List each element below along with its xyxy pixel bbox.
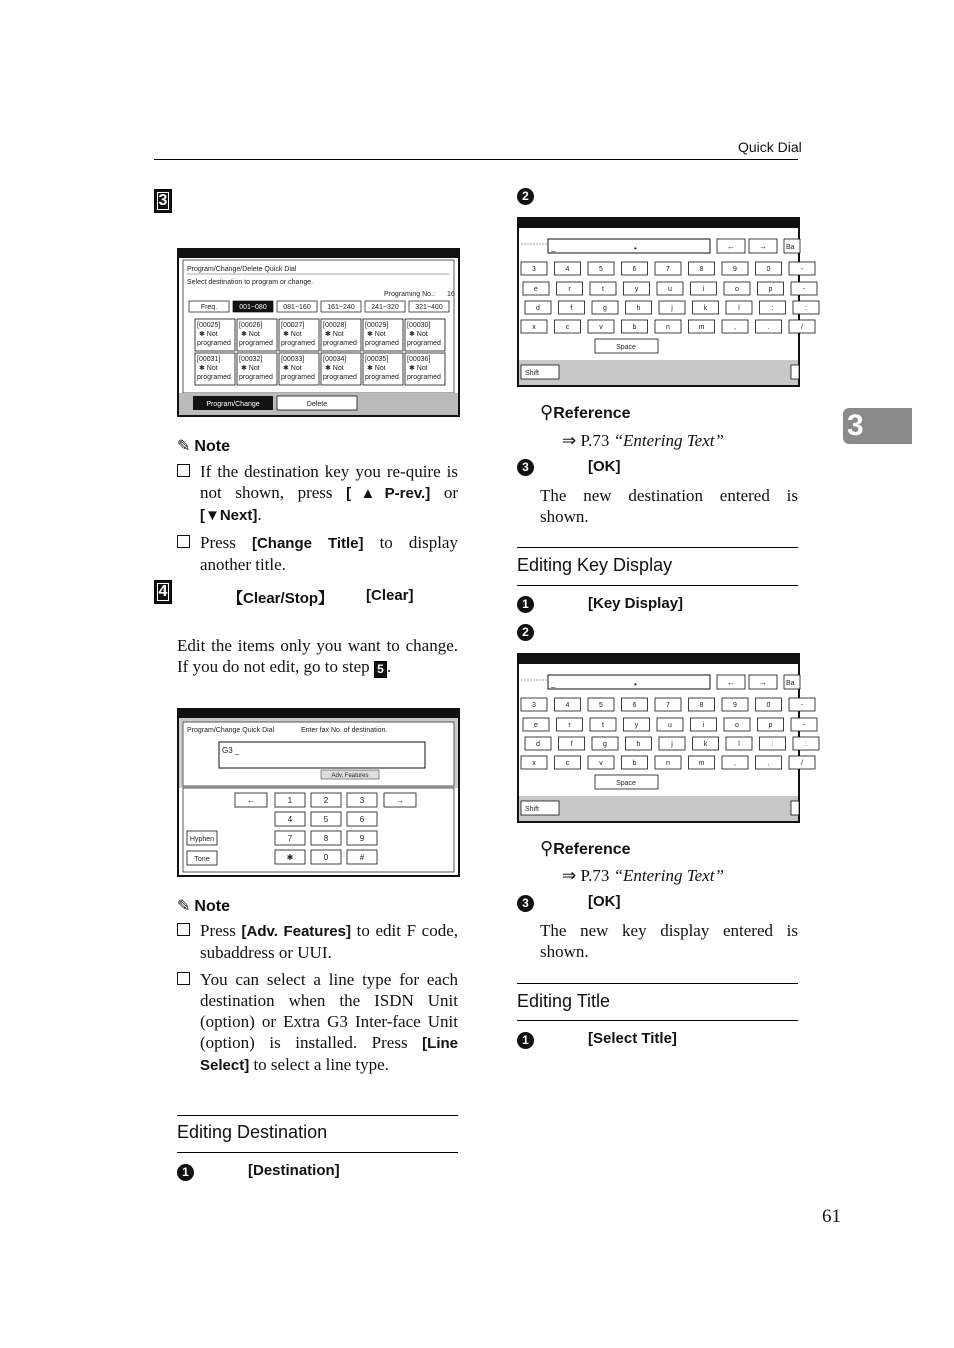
screen2-prompt: Enter fax No. of destination. bbox=[301, 727, 388, 734]
keyboard-key-label: - bbox=[800, 702, 804, 709]
space-label: Space bbox=[616, 344, 636, 351]
left-arrow-icon: ← bbox=[727, 678, 735, 687]
quick-dial-id: [00033] bbox=[281, 356, 305, 363]
keyboard-key-label: - bbox=[802, 722, 806, 729]
keyboard-key-label: 7 bbox=[666, 266, 670, 273]
keyboard-key-label: 0 bbox=[766, 266, 771, 273]
keyboard-key-label: f bbox=[570, 741, 573, 748]
keyboard-key-label: 8 bbox=[699, 702, 704, 709]
keyboard-key-label: y bbox=[634, 286, 639, 293]
section-rule-bottom bbox=[517, 1020, 798, 1021]
keypad-label: 8 bbox=[323, 834, 329, 843]
quick-dial-status: ✱ Not bbox=[409, 331, 428, 338]
keyboard-key-label: u bbox=[668, 286, 672, 293]
keyboard-key-label: 4 bbox=[565, 266, 570, 273]
magnifier-icon: ⚲ bbox=[540, 402, 554, 422]
keyboard-key-label: j bbox=[671, 305, 673, 312]
quick-dial-status: ✱ Not bbox=[199, 331, 218, 338]
programing-no-value: 16 bbox=[447, 291, 455, 298]
keyboard-key-label: 7 bbox=[666, 702, 670, 709]
quick-dial-id: [00025] bbox=[197, 322, 221, 329]
keyboard-key-label: 9 bbox=[733, 266, 737, 273]
quick-dial-status: programed bbox=[197, 340, 231, 347]
quick-dial-status: ✱ Not bbox=[241, 331, 260, 338]
range-tab-label: 001~080 bbox=[239, 304, 267, 311]
keyboard-key-label: . bbox=[767, 324, 770, 331]
reference-block-2: ⚲Reference bbox=[540, 838, 631, 858]
shift-label: Shift bbox=[525, 806, 540, 813]
quick-dial-id: [00028] bbox=[323, 322, 347, 329]
keyboard-key-label: b bbox=[632, 324, 637, 331]
quick-dial-status: ✱ Not bbox=[199, 365, 218, 372]
quick-dial-id: [00027] bbox=[281, 322, 305, 329]
left-arrow-icon: ← bbox=[247, 796, 255, 805]
reference-link-2[interactable]: ⇒ P.73 “Entering Text” bbox=[562, 866, 724, 885]
keypad-label: 0 bbox=[323, 853, 329, 862]
keyboard-key-label: k bbox=[703, 305, 708, 312]
select-title-key: [Select Title] bbox=[588, 1030, 677, 1047]
keyboard-key-label: h bbox=[636, 305, 641, 312]
text-input-value: _ bbox=[551, 679, 556, 688]
clear-stop-key: 【Clear/Stop】 bbox=[228, 590, 334, 607]
section-rule-bottom bbox=[517, 585, 798, 586]
delete-label: Delete bbox=[306, 401, 328, 408]
section-rule-top bbox=[517, 547, 798, 548]
left-arrow-icon: ← bbox=[727, 242, 735, 251]
quick-dial-id: [00030] bbox=[407, 322, 431, 329]
editing-title-heading: Editing Title bbox=[517, 991, 611, 1011]
note1-item-2: Press [Change Title] to display another title. bbox=[177, 532, 458, 575]
magnifier-icon: ⚲ bbox=[540, 838, 554, 858]
screen1-prompt: Select destination to program or change. bbox=[187, 279, 314, 286]
editing-destination-heading: Editing Destination bbox=[177, 1122, 328, 1142]
quick-dial-id: [00026] bbox=[239, 322, 263, 329]
quick-dial-id: [00036] bbox=[407, 356, 431, 363]
section-rule-top bbox=[517, 983, 798, 984]
keyboard-key-label: m bbox=[698, 324, 705, 331]
keyboard-key-label: o bbox=[735, 722, 739, 729]
backspace-label: Ba bbox=[786, 244, 795, 251]
keyboard-key-label: u bbox=[668, 722, 672, 729]
keyboard-key-label: / bbox=[801, 760, 803, 767]
step4-paragraph: Edit the items only you want to change. If you do not edit, go to step 5 . bbox=[177, 636, 458, 676]
note-block-1 bbox=[177, 436, 458, 575]
keyboard-key-label: f bbox=[570, 305, 573, 312]
quick-dial-status: ✱ Not bbox=[325, 365, 344, 372]
keyboard-key-label: t bbox=[602, 286, 604, 293]
quick-dial-status: ✱ Not bbox=[325, 331, 344, 338]
quick-dial-status: ✱ Not bbox=[367, 365, 386, 372]
quick-dial-status: programed bbox=[239, 340, 273, 347]
keypad-label: ✱ bbox=[286, 853, 294, 862]
keyboard-key-label: 3 bbox=[532, 266, 536, 273]
keyboard-key-label: d bbox=[536, 305, 540, 312]
keyboard-key-label: c bbox=[565, 760, 570, 767]
fax-number-screen bbox=[177, 708, 460, 877]
editing-key-display-heading: Editing Key Display bbox=[517, 555, 673, 575]
keyboard-key-label: : bbox=[771, 741, 774, 748]
keypad-label: # bbox=[359, 853, 365, 862]
ok-key: [OK] bbox=[588, 893, 621, 910]
keyboard-key-label: h bbox=[636, 741, 641, 748]
edge-button[interactable] bbox=[791, 365, 799, 379]
keypad-label: 9 bbox=[359, 834, 365, 843]
svg-text:Adv. Features: Adv. Features bbox=[331, 773, 369, 779]
keypad-label: 4 bbox=[287, 815, 293, 824]
right-arrow-icon: → bbox=[396, 796, 404, 805]
keyboard-key-label: : bbox=[771, 305, 774, 312]
chapter-tab: 3 bbox=[843, 408, 912, 444]
quick-dial-status: programed bbox=[365, 374, 399, 381]
program-change-label: Program/Change bbox=[206, 401, 260, 408]
programing-no-label: Programing No.: bbox=[384, 291, 435, 298]
keyboard-key-label: 5 bbox=[599, 266, 603, 273]
quick-dial-id: [00034] bbox=[323, 356, 347, 363]
note2-item-1: Press [Adv. Features] to edit F code, subaddress or UUI. bbox=[177, 920, 458, 963]
keyboard-key-label: 0 bbox=[766, 702, 771, 709]
page-number: 61 bbox=[822, 1206, 841, 1227]
screen2-title: Program/Change Quick Dial bbox=[187, 727, 275, 734]
keyboard-key-label: v bbox=[599, 760, 603, 767]
key-display-key: [Key Display] bbox=[588, 595, 684, 612]
keypad-label: 3 bbox=[359, 796, 365, 805]
keyboard-key-label: k bbox=[703, 741, 708, 748]
keyboard-key-label: 4 bbox=[565, 702, 570, 709]
quick-dial-status: ✱ Not bbox=[283, 331, 302, 338]
quick-dial-id: [00029] bbox=[365, 322, 389, 329]
step-circle-1: 1 bbox=[517, 596, 534, 613]
quick-dial-status: programed bbox=[323, 374, 357, 381]
keyboard-key-label: l bbox=[738, 741, 740, 748]
svg-text:Hyphen: Hyphen bbox=[189, 836, 215, 843]
range-tab-label: 321~400 bbox=[415, 304, 443, 311]
section-rule-top bbox=[177, 1115, 458, 1116]
destination-shown-text: The new destination entered is shown. bbox=[540, 486, 798, 526]
quick-dial-status: programed bbox=[239, 374, 273, 381]
keyboard-key-label: i bbox=[702, 286, 705, 293]
keypad-label: 1 bbox=[287, 796, 293, 805]
range-tab-label: 081~160 bbox=[283, 304, 311, 311]
quick-dial-status: programed bbox=[281, 374, 315, 381]
quick-dial-status: ✱ Not bbox=[409, 365, 428, 372]
keyboard-key-label: v bbox=[599, 324, 603, 331]
quick-dial-status: programed bbox=[281, 340, 315, 347]
keyboard-key-label: y bbox=[634, 722, 639, 729]
keyboard-key-label: - bbox=[802, 286, 806, 293]
keyboard-key-label: 8 bbox=[699, 266, 704, 273]
shift-label: Shift bbox=[525, 370, 540, 377]
text-entry-keyboard-screen bbox=[517, 653, 807, 823]
note1-item-1: If the destination key you re-quire is not shown, press [▲P-rev.] or [▼Next]. bbox=[177, 461, 458, 526]
keyboard-key-label: : bbox=[805, 305, 807, 312]
note2-item-2: You can select a line type for each destination when the ISDN Unit (option) or Extra G3 Inter-face Unit (option) is installed. Press [Line Select] to select a line type. bbox=[177, 969, 458, 1076]
reference-link-1[interactable]: ⇒ P.73 “Entering Text” bbox=[562, 431, 724, 450]
svg-text:Tone: Tone bbox=[194, 856, 210, 863]
keyboard-key-label: j bbox=[671, 741, 673, 748]
reference-block-1: ⚲Reference bbox=[540, 402, 631, 422]
range-tab-label: 241~320 bbox=[371, 304, 399, 311]
keyboard-key-label: l bbox=[738, 305, 740, 312]
space-label: Space bbox=[616, 780, 636, 787]
checkbox-icon bbox=[177, 972, 190, 985]
keyboard-key-label: , bbox=[734, 760, 736, 767]
ok-key: [OK] bbox=[588, 458, 621, 475]
text-input-field[interactable] bbox=[548, 239, 710, 253]
checkbox-icon bbox=[177, 923, 190, 936]
keypad-label: 5 bbox=[323, 815, 329, 824]
note-heading: ✎ Note bbox=[177, 438, 230, 455]
step-circle-1: 1 bbox=[177, 1164, 194, 1181]
step-circle-2: 2 bbox=[517, 624, 534, 641]
quick-dial-id: [00031] bbox=[197, 356, 221, 363]
range-tab-label: Freq. bbox=[200, 304, 218, 311]
cursor-dot: • bbox=[634, 680, 637, 689]
keyboard-key-label: m bbox=[698, 760, 705, 767]
cursor-dot: • bbox=[634, 244, 637, 253]
header-rule bbox=[154, 159, 798, 160]
step-number-3: 3 bbox=[154, 189, 172, 213]
quick-dial-status: ✱ Not bbox=[283, 365, 302, 372]
pencil-icon: ✎ bbox=[177, 438, 191, 455]
keyboard-key-label: c bbox=[565, 324, 570, 331]
step-circle-3: 3 bbox=[517, 895, 534, 912]
keyboard-key-label: d bbox=[536, 741, 540, 748]
text-input-value: _ bbox=[551, 243, 556, 252]
quick-dial-screen bbox=[177, 248, 460, 417]
right-arrow-icon: → bbox=[759, 242, 767, 251]
checkbox-icon bbox=[177, 535, 190, 548]
keypad-label: 7 bbox=[287, 834, 293, 843]
keyboard-key-label: r bbox=[568, 722, 571, 729]
keyboard-key-label: t bbox=[602, 722, 604, 729]
right-arrow-icon: → bbox=[759, 678, 767, 687]
checkbox-icon bbox=[177, 464, 190, 477]
keyboard-key-label: o bbox=[735, 286, 739, 293]
note-block-2 bbox=[177, 896, 458, 1076]
text-input-field[interactable] bbox=[548, 675, 710, 689]
range-tab-label: 161~240 bbox=[327, 304, 355, 311]
running-header: Quick Dial bbox=[738, 139, 802, 155]
step-circle-1: 1 bbox=[517, 1032, 534, 1049]
keyboard-key-label: 3 bbox=[532, 702, 536, 709]
quick-dial-status: ✱ Not bbox=[241, 365, 260, 372]
keyboard-key-label: : bbox=[805, 741, 807, 748]
keyboard-key-label: b bbox=[632, 760, 637, 767]
quick-dial-status: programed bbox=[197, 374, 231, 381]
clear-key: [Clear] bbox=[366, 587, 414, 604]
key-display-shown-text: The new key display entered is shown. bbox=[540, 921, 798, 961]
text-entry-keyboard-screen bbox=[517, 217, 807, 387]
section-rule-bottom bbox=[177, 1152, 458, 1153]
keyboard-key-label: 9 bbox=[733, 702, 737, 709]
keyboard-key-label: 6 bbox=[632, 702, 637, 709]
keyboard-key-label: - bbox=[800, 266, 804, 273]
keyboard-key-label: e bbox=[534, 286, 538, 293]
keyboard-key-label: . bbox=[767, 760, 770, 767]
screen1-title: Program/Change/Delete Quick Dial bbox=[187, 266, 297, 273]
quick-dial-id: [00035] bbox=[365, 356, 389, 363]
step-number-4: 4 bbox=[154, 580, 172, 604]
quick-dial-id: [00032] bbox=[239, 356, 263, 363]
keypad-label: 2 bbox=[323, 796, 329, 805]
fax-number-input[interactable] bbox=[219, 742, 425, 768]
quick-dial-status: programed bbox=[407, 374, 441, 381]
keyboard-key-label: g bbox=[603, 741, 607, 748]
keyboard-key-label: / bbox=[801, 324, 803, 331]
keyboard-key-label: n bbox=[666, 324, 670, 331]
keyboard-key-label: x bbox=[532, 760, 536, 767]
step-circle-2: 2 bbox=[517, 188, 534, 205]
fax-number-value: G3 _ bbox=[222, 746, 240, 755]
note-heading: ✎ Note bbox=[177, 898, 230, 915]
quick-dial-status: programed bbox=[365, 340, 399, 347]
edge-button[interactable] bbox=[791, 801, 799, 815]
keyboard-key-label: i bbox=[702, 722, 705, 729]
quick-dial-status: programed bbox=[407, 340, 441, 347]
keyboard-key-label: p bbox=[768, 722, 773, 729]
destination-key: [Destination] bbox=[248, 1162, 340, 1179]
keyboard-key-label: , bbox=[734, 324, 736, 331]
keyboard-key-label: n bbox=[666, 760, 670, 767]
backspace-label: Ba bbox=[786, 680, 795, 687]
quick-dial-status: ✱ Not bbox=[367, 331, 386, 338]
keyboard-key-label: x bbox=[532, 324, 536, 331]
keyboard-key-label: e bbox=[534, 722, 538, 729]
keyboard-key-label: p bbox=[768, 286, 773, 293]
keypad-label: 6 bbox=[359, 815, 365, 824]
quick-dial-status: programed bbox=[323, 340, 357, 347]
keyboard-key-label: r bbox=[568, 286, 571, 293]
keyboard-key-label: 6 bbox=[632, 266, 637, 273]
keyboard-key-label: 5 bbox=[599, 702, 603, 709]
pencil-icon: ✎ bbox=[177, 898, 191, 915]
step-circle-3: 3 bbox=[517, 459, 534, 476]
keyboard-key-label: g bbox=[603, 305, 607, 312]
